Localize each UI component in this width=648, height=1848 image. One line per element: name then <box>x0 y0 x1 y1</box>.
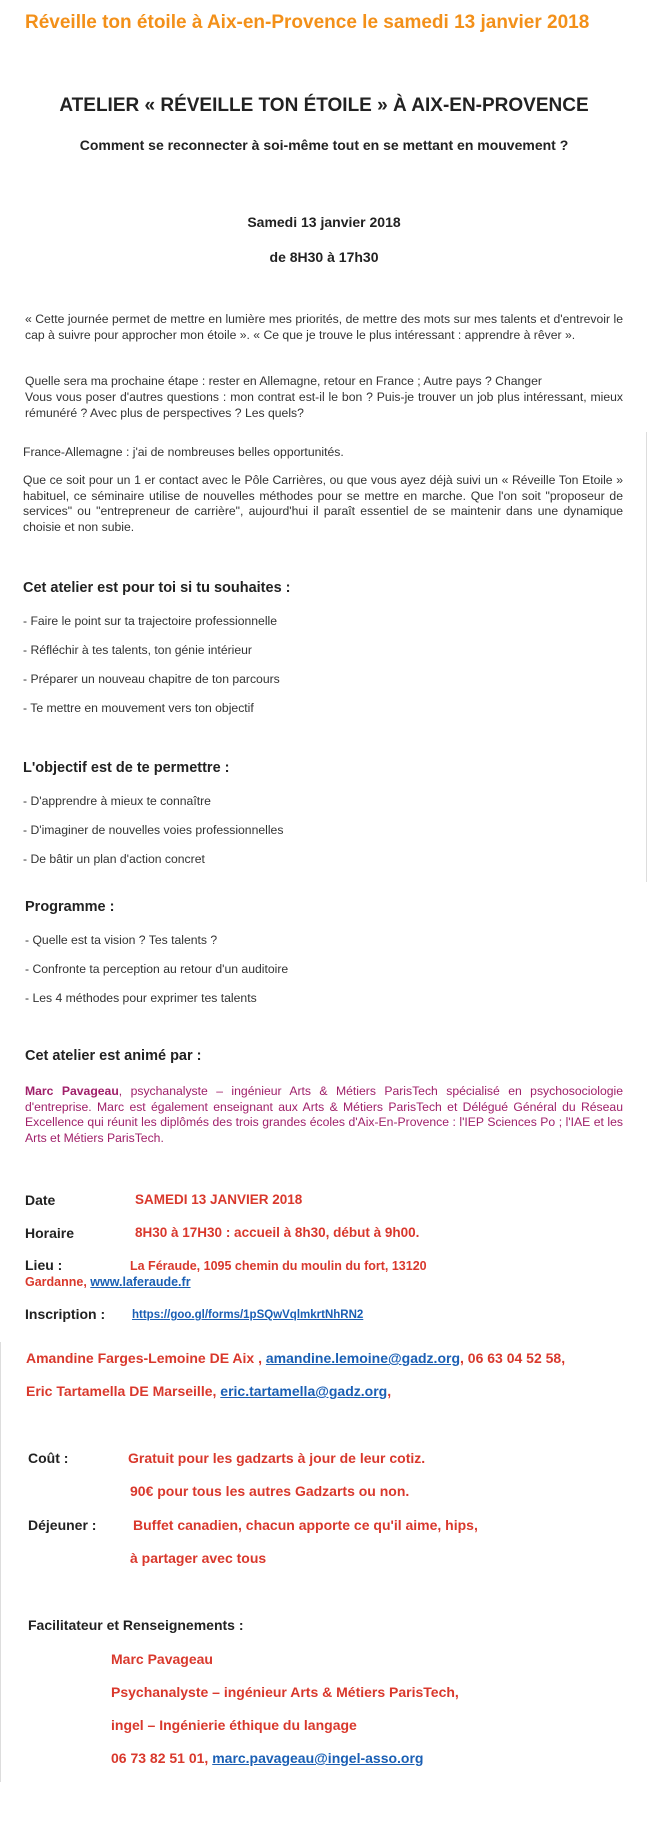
list-item: - D'apprendre à mieux te connaître <box>23 794 211 808</box>
left-border-line <box>0 1342 1 1782</box>
facilitator-name: Marc Pavageau <box>111 1651 213 1667</box>
host-bio <box>25 1084 623 1146</box>
contact-paragraph: Que ce soit pour un 1 er contact avec le Pôle Carrières, ou que vous ayez déjà suivi un « Réveille Ton Etoile » habituel, ce séminaire utilise de nouvelles méthodes pour se mettre en marche. Que l'on soit "proposeur de services" ou "entrepreneur de carrière", aujourd'hui il paraît essentiel de se maintenir dans une dynamique choisie et non subie. <box>23 473 623 534</box>
hours-label: Horaire <box>25 1225 75 1241</box>
intro-question-2: Vous vous poser d'autres questions : mon contrat est-il le bon ? Puis-je trouver un job plus intéressant, mieux rémunéré ? Avec plus de perspectives ? Les quels? <box>25 390 623 420</box>
lunch-label: Déjeuner : <box>28 1517 97 1533</box>
wishes-heading: Cet atelier est pour toi si tu souhaites : <box>23 580 291 596</box>
facilitator-org: ingel – Ingénierie éthique du langage <box>111 1717 357 1733</box>
main-title: ATELIER « RÉVEILLE TON ÉTOILE » À AIX-EN-PROVENCE <box>59 95 589 116</box>
list-item: - Les 4 méthodes pour exprimer tes talents <box>25 991 257 1005</box>
laferaude-link[interactable]: www.laferaude.fr <box>90 1275 191 1289</box>
signup-label: Inscription : <box>25 1306 106 1322</box>
right-border-line <box>646 432 647 882</box>
signup-link[interactable]: https://goo.gl/forms/1pSQwVqlmkrtNhRN2 <box>132 1309 364 1321</box>
list-item: - De bâtir un plan d'action concret <box>23 852 205 866</box>
top-title: Réveille ton étoile à Aix-en-Provence le samedi 13 janvier 2018 <box>25 12 590 33</box>
host-heading: Cet atelier est animé par : <box>25 1048 202 1064</box>
objective-heading: L'objectif est de te permettre : <box>23 760 230 776</box>
list-item: - Préparer un nouveau chapitre de ton parcours <box>23 672 280 686</box>
contact-eric-end: , <box>387 1383 392 1399</box>
host-name: Marc Pavageau <box>25 1084 119 1098</box>
amandine-email-link[interactable]: amandine.lemoine@gadz.org <box>265 1350 461 1366</box>
host-bio-text: , psychanalyste – ingénieur Arts & Métiers ParisTech spécialisé en psychosociologie d'entreprise. Marc est également enseignant aux Arts & Métiers ParisTech et Délégué Général du Réseau Excellence qui réunit les diplômés des trois grandes écoles d'Aix-En-Provence : l'IEP Sciences Po ; l'IAE et les Arts et Métiers ParisTech. <box>25 1084 623 1145</box>
france-allemagne-text: France-Allemagne : j'ai de nombreuses belles opportunités. <box>23 445 344 459</box>
place-city-line <box>25 1275 191 1289</box>
list-item: - Te mettre en mouvement vers ton objectif <box>23 701 254 715</box>
subtitle: Comment se reconnecter à soi-même tout en se mettant en mouvement ? <box>79 137 569 153</box>
list-item: - Quelle est ta vision ? Tes talents ? <box>25 933 218 947</box>
event-date: Samedi 13 janvier 2018 <box>247 214 401 230</box>
list-item: - Confronte ta perception au retour d'un auditoire <box>25 962 289 976</box>
place-value: La Féraude, 1095 chemin du moulin du fort, 13120 <box>130 1259 427 1273</box>
place-label: Lieu : <box>25 1257 63 1273</box>
facilitator-email-link[interactable]: marc.pavageau@ingel-asso.org <box>212 1750 424 1766</box>
cost-line-1: Gratuit pour les gadzarts à jour de leur cotiz. <box>128 1450 426 1466</box>
hours-value: 8H30 à 17H30 : accueil à 8h30, début à 9h00. <box>135 1225 420 1240</box>
lunch-line-2: à partager avec tous <box>130 1550 267 1566</box>
eric-email-link[interactable]: eric.tartamella@gadz.org <box>220 1383 388 1399</box>
program-heading: Programme : <box>25 899 115 915</box>
date-value: SAMEDI 13 JANVIER 2018 <box>135 1192 303 1207</box>
contact-amandine-phone: , 06 63 04 52 58, <box>460 1350 566 1366</box>
facilitator-title: Psychanalyste – ingénieur Arts & Métiers ParisTech, <box>111 1684 459 1700</box>
list-item: - Réfléchir à tes talents, ton génie intérieur <box>23 643 252 657</box>
date-label: Date <box>25 1192 56 1208</box>
facilitator-phone: 06 73 82 51 01, <box>111 1750 213 1766</box>
contact-eric <box>26 1383 391 1399</box>
facilitator-heading: Facilitateur et Renseignements : <box>28 1617 244 1633</box>
lunch-line-1: Buffet canadien, chacun apporte ce qu'il aime, hips, <box>133 1517 478 1533</box>
event-hours: de 8H30 à 17h30 <box>269 249 379 265</box>
intro-question-1: Quelle sera ma prochaine étape : rester en Allemagne, retour en France ; Autre pays ? Changer <box>25 374 542 388</box>
list-item: - Faire le point sur ta trajectoire professionnelle <box>23 614 278 628</box>
cost-label: Coût : <box>28 1450 69 1466</box>
list-item: - D'imaginer de nouvelles voies professionnelles <box>23 823 284 837</box>
facilitator-contact <box>111 1750 423 1766</box>
cost-line-2: 90€ pour tous les autres Gadzarts ou non. <box>130 1483 410 1499</box>
contact-amandine <box>26 1350 565 1366</box>
contact-amandine-name: Amandine Farges-Lemoine DE Aix , <box>26 1350 266 1366</box>
contact-eric-name: Eric Tartamella DE Marseille, <box>26 1383 221 1399</box>
place-city: Gardanne, <box>25 1275 91 1289</box>
intro-quote: « Cette journée permet de mettre en lumière mes priorités, de mettre des mots sur mes talents et d'entrevoir le cap à suivre pour approcher mon étoile ». « Ce que je trouve le plus intéressant : apprendre à rêver ». <box>25 312 623 342</box>
